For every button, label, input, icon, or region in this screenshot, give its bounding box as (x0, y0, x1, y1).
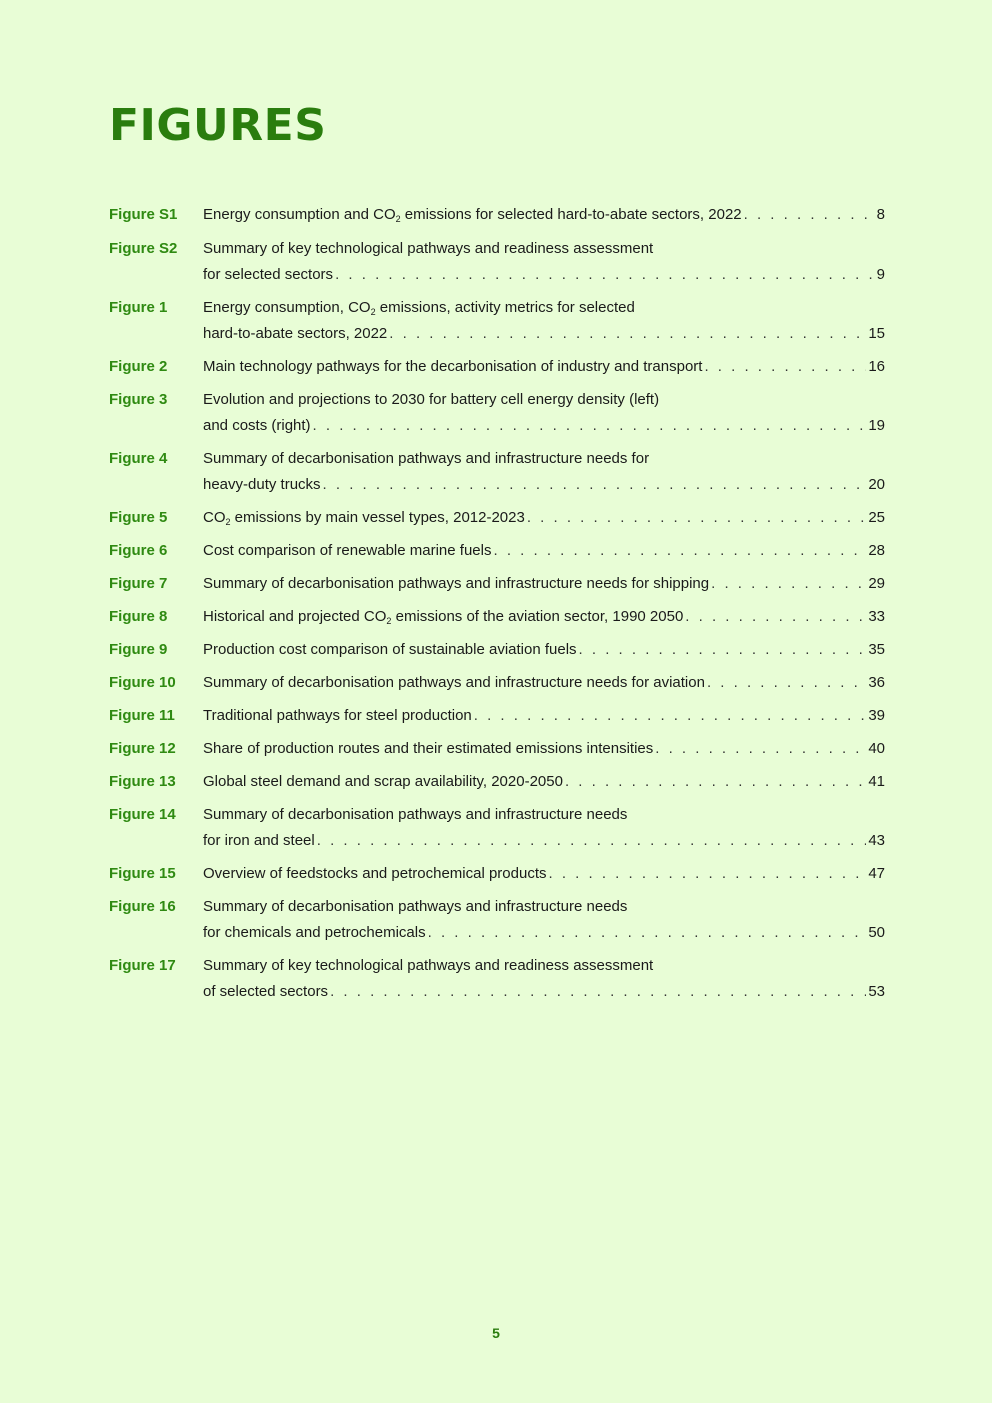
figure-label: Figure 17 (109, 957, 176, 974)
toc-entry[interactable] (109, 202, 885, 228)
page-reference[interactable]: 43 (868, 832, 885, 849)
page-number: 5 (492, 1325, 500, 1341)
page-reference[interactable]: 33 (868, 608, 885, 625)
figure-label: Figure 14 (109, 806, 176, 823)
figure-title-line: Energy consumption and $CO_2$ emissions for selected hard-to-abate sectors, 2022 (203, 206, 742, 224)
dot-leader (493, 538, 866, 564)
dot-leader (711, 571, 866, 597)
toc-entry[interactable] (109, 637, 885, 663)
figure-title-line: Overview of feedstocks and petrochemical products (203, 865, 547, 882)
dot-leader (335, 262, 875, 288)
figure-title-line: for selected sectors (203, 266, 334, 283)
figure-label: Figure S2 (109, 240, 178, 257)
toc-entry[interactable] (109, 505, 885, 531)
page-reference[interactable]: 15 (868, 325, 885, 342)
figure-label: Figure S1 (109, 206, 178, 223)
figure-label: Figure 5 (109, 509, 168, 526)
toc-entry[interactable] (109, 446, 885, 498)
figure-title-line: Cost comparison of renewable marine fuels (203, 542, 492, 559)
figure-label: Figure 15 (109, 865, 176, 882)
toc-entry[interactable] (109, 769, 885, 795)
toc-entry[interactable] (109, 387, 885, 439)
figure-label: Figure 3 (109, 391, 168, 408)
figure-title-line: Summary of decarbonisation pathways and infrastructure needs for shipping (203, 575, 710, 592)
dot-leader (323, 472, 867, 498)
page-title: FIGURES (109, 100, 327, 151)
figure-label: Figure 16 (109, 898, 176, 915)
figure-title-line: hard-to-abate sectors, 2022 (203, 325, 388, 342)
figure-title-line: Evolution and projections to 2030 for battery cell energy density (left) (203, 391, 660, 408)
page-reference[interactable]: 9 (876, 266, 885, 283)
figure-title-line: of selected sectors (203, 983, 329, 1000)
figure-label: Figure 6 (109, 542, 168, 559)
page-reference[interactable]: 47 (868, 865, 885, 882)
dot-leader (313, 413, 867, 439)
dot-leader (330, 979, 866, 1005)
dot-leader (549, 861, 867, 887)
figure-title-line: for iron and steel (203, 832, 315, 849)
dot-leader (565, 769, 866, 795)
dot-leader (704, 354, 866, 380)
page-reference[interactable]: 29 (868, 575, 885, 592)
dot-leader (685, 604, 866, 630)
figure-title-line: Historical and projected $CO_2$ emissions of the aviation sector, 1990 2050 (203, 608, 684, 626)
figure-title-line: Summary of key technological pathways and readiness assessment (203, 240, 654, 257)
page-reference[interactable]: 36 (868, 674, 885, 691)
dot-leader (389, 321, 866, 347)
figure-title-line: Main technology pathways for the decarbonisation of industry and transport (203, 358, 703, 375)
figure-title-line: Global steel demand and scrap availability, 2020-2050 (203, 773, 563, 790)
page-reference[interactable]: 28 (868, 542, 885, 559)
toc-entry[interactable] (109, 861, 885, 887)
toc-entry[interactable] (109, 354, 885, 380)
page-reference[interactable]: 25 (868, 509, 885, 526)
figure-label: Figure 13 (109, 773, 176, 790)
dot-leader (707, 670, 866, 696)
dot-leader (527, 505, 866, 531)
figure-label: Figure 10 (109, 674, 176, 691)
figure-title-line: Energy consumption, $CO_2$ emissions, activity metrics for selected (203, 299, 635, 317)
toc-entry[interactable] (109, 953, 885, 1005)
page-reference[interactable]: 41 (868, 773, 885, 790)
toc-entry[interactable] (109, 736, 885, 762)
page-reference[interactable]: 50 (868, 924, 885, 941)
toc-entry[interactable] (109, 236, 885, 288)
figure-label: Figure 8 (109, 608, 168, 625)
toc-entry[interactable] (109, 604, 885, 630)
figure-title-line: Production cost comparison of sustainable aviation fuels (203, 641, 577, 658)
page-reference[interactable]: 19 (868, 417, 885, 434)
figure-title-line: and costs (right) (203, 417, 311, 434)
page-reference[interactable]: 40 (868, 740, 885, 757)
figure-label: Figure 4 (109, 450, 168, 467)
figure-title-line: Summary of decarbonisation pathways and infrastructure needs (203, 806, 628, 823)
figure-title-line: $CO_2$ emissions by main vessel types, 2012-2023 (203, 509, 525, 527)
figure-title-line: Traditional pathways for steel production (203, 707, 472, 724)
dot-leader (744, 202, 875, 228)
toc-entry[interactable] (109, 802, 885, 854)
dot-leader (655, 736, 866, 762)
figure-label: Figure 7 (109, 575, 168, 592)
toc-entry[interactable] (109, 703, 885, 729)
figure-label: Figure 2 (109, 358, 168, 375)
figure-title-line: Share of production routes and their estimated emissions intensities (203, 740, 654, 757)
figure-label: Figure 12 (109, 740, 176, 757)
figure-title-line: heavy-duty trucks (203, 476, 321, 493)
dot-leader (317, 828, 867, 854)
figure-title-line: Summary of decarbonisation pathways and infrastructure needs for aviation (203, 674, 705, 691)
toc-entry[interactable] (109, 571, 885, 597)
page-reference[interactable]: 8 (876, 206, 885, 223)
dot-leader (579, 637, 867, 663)
page-reference[interactable]: 16 (868, 358, 885, 375)
dot-leader (474, 703, 867, 729)
figures-list (109, 202, 885, 1005)
figure-label: Figure 9 (109, 641, 168, 658)
figure-title-line: Summary of decarbonisation pathways and infrastructure needs (203, 898, 628, 915)
toc-entry[interactable] (109, 894, 885, 946)
figure-title-line: for chemicals and petrochemicals (203, 924, 426, 941)
figure-title-line: Summary of key technological pathways and readiness assessment (203, 957, 654, 974)
toc-entry[interactable] (109, 295, 885, 347)
figure-title-line: Summary of decarbonisation pathways and infrastructure needs for (203, 450, 650, 467)
toc-entry[interactable] (109, 670, 885, 696)
page-reference[interactable]: 35 (868, 641, 885, 658)
figure-label: Figure 11 (109, 707, 175, 724)
figure-label: Figure 1 (109, 299, 168, 316)
page-reference[interactable]: 53 (868, 983, 885, 1000)
dot-leader (428, 920, 867, 946)
page-reference[interactable]: 39 (868, 707, 885, 724)
page-reference[interactable]: 20 (868, 476, 885, 493)
toc-entry[interactable] (109, 538, 885, 564)
